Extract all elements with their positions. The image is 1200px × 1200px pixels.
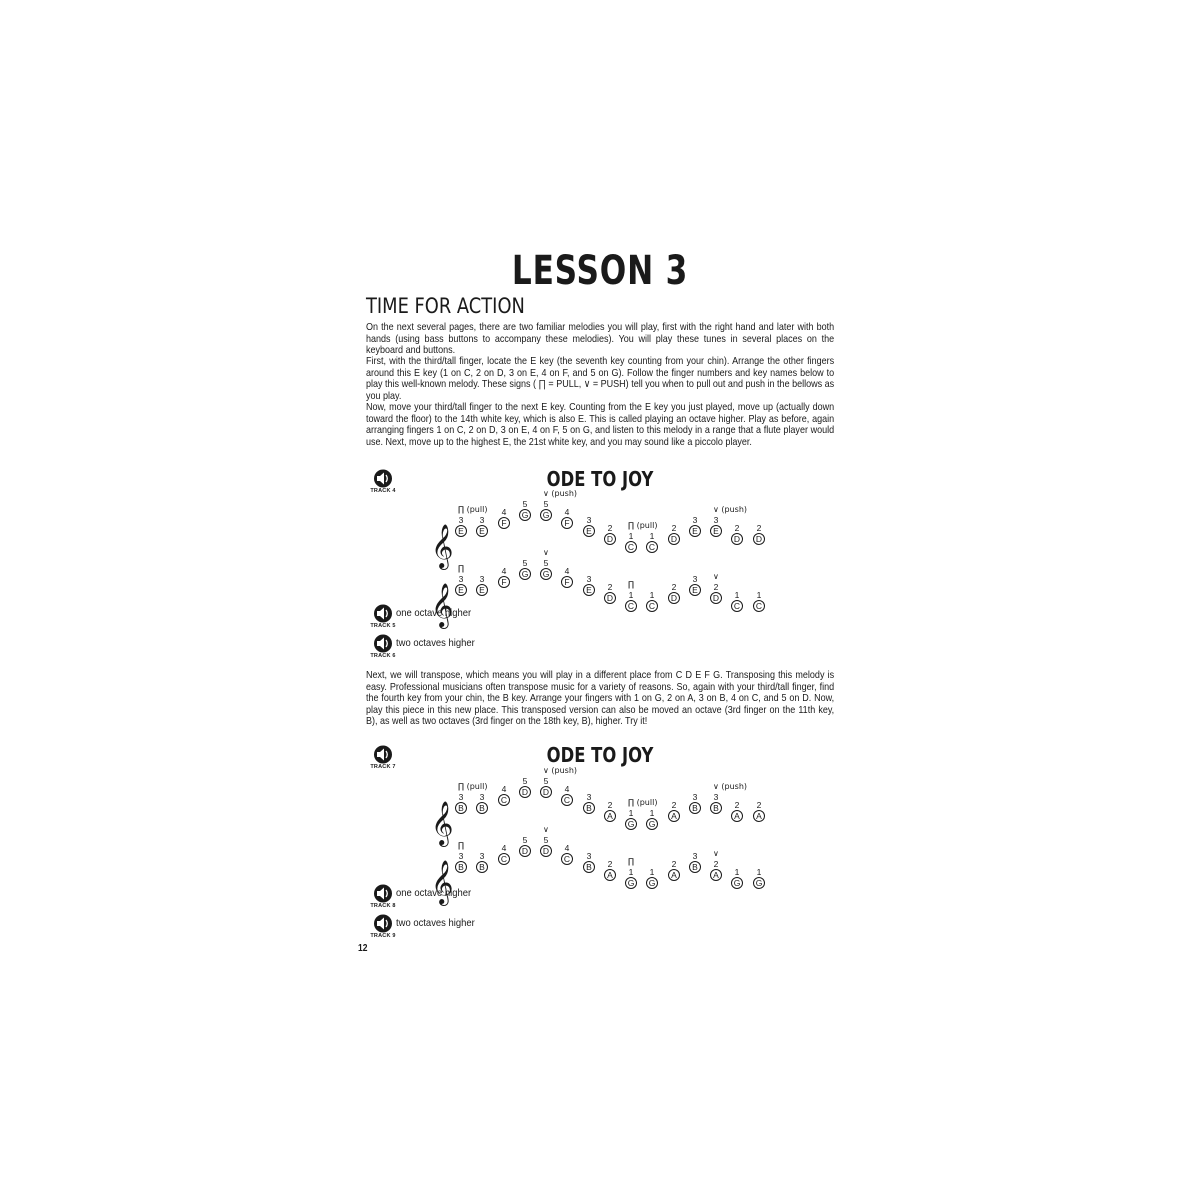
- finger-number: 3: [586, 792, 592, 802]
- finger-number: 4: [501, 566, 507, 576]
- finger-number: 2: [756, 800, 762, 810]
- note-letter: C: [627, 601, 635, 611]
- finger-number: 5: [522, 835, 528, 845]
- track-caption: two octaves higher: [396, 637, 475, 649]
- note-letter: D: [733, 534, 741, 544]
- track-label: TRACK 5: [370, 623, 396, 629]
- note-letter: G: [648, 819, 656, 829]
- finger-number: 1: [649, 808, 655, 818]
- pull-mark: ∏ (pull): [458, 782, 488, 791]
- finger-number: 2: [734, 800, 740, 810]
- note-letter: F: [564, 577, 570, 587]
- finger-number: 3: [479, 792, 485, 802]
- note-letter: G: [542, 569, 550, 579]
- finger-number: 3: [692, 851, 698, 861]
- note-letter: G: [627, 878, 635, 888]
- page-number: 12: [358, 943, 368, 954]
- finger-number: 3: [458, 574, 464, 584]
- finger-number: 1: [734, 867, 740, 877]
- note-letter: A: [607, 870, 613, 880]
- note-letter: E: [479, 585, 485, 595]
- finger-number: 3: [692, 792, 698, 802]
- push-mark: ∨: [713, 849, 719, 858]
- finger-number: 2: [607, 859, 613, 869]
- track-caption: one octave higher: [396, 607, 472, 619]
- note-letter: G: [521, 510, 529, 520]
- finger-number: 3: [458, 851, 464, 861]
- note-letter: G: [733, 878, 741, 888]
- push-mark: ∨ (push): [543, 489, 578, 498]
- finger-number: 1: [628, 867, 634, 877]
- note-letter: E: [458, 585, 464, 595]
- finger-number: 4: [501, 843, 507, 853]
- intro-paragraph: On the next several pages, there are two familiar melodies you will play, first with the right hand and later with both hands (using bass buttons to accompany these melodies). You will play these tunes in several places on the keyboard and buttons.: [366, 322, 835, 356]
- note-letter: C: [755, 601, 763, 611]
- finger-number: 3: [479, 851, 485, 861]
- finger-number: 5: [543, 499, 549, 509]
- finger-number: 3: [692, 515, 698, 525]
- finger-number: 1: [734, 590, 740, 600]
- finger-number: 1: [756, 590, 762, 600]
- push-mark: ∨ (push): [543, 766, 578, 775]
- note-letter: D: [670, 593, 678, 603]
- note-letter: F: [564, 518, 570, 528]
- finger-number: 2: [671, 859, 677, 869]
- push-mark: ∨: [713, 572, 719, 581]
- note-letter: F: [501, 577, 507, 587]
- finger-number: 1: [628, 808, 634, 818]
- note-letter: E: [586, 526, 592, 536]
- note-letter: D: [670, 534, 678, 544]
- finger-number: 3: [479, 574, 485, 584]
- song-title: ODE TO JOY: [546, 467, 654, 491]
- finger-number: 1: [649, 590, 655, 600]
- finger-number: 3: [479, 515, 485, 525]
- note-letter: D: [606, 593, 614, 603]
- note-letter: D: [521, 846, 529, 856]
- finger-number: 5: [543, 776, 549, 786]
- octave-paragraph: Now, move your third/tall finger to the next E key. Counting from the E key you just played, move up (actually down toward the floor) to the 14th white key, which is also E. This is called playing an octave higher. Play as before, again arranging fingers 1 on C, 2 on D, 3 on E, 4 on F, 5 on G, and listen to this melody in a range that a flute player would use. Next, move up to the highest E, the 21st white key, and you may sound like a piccolo player.: [366, 402, 835, 448]
- treble-clef-icon: 𝄞: [431, 860, 454, 904]
- note-letter: D: [755, 534, 763, 544]
- note-letter: E: [692, 585, 698, 595]
- finger-number: 4: [564, 784, 570, 794]
- transpose-paragraph: Next, we will transpose, which means you will play in a different place from C D E F G. Transposing this melody is easy. Professional musicians often transpose music for a variety of reasons. So, again with your third/tall finger, find the fourth key from your chin, the B key. Arrange your fingers with 1 on G, 2 on A, 3 on B, 4 on C, and 5 on D. Now, play this piece in this new place. This transposed version can also be moved an octave (3rd finger on the 11th key, B), as well as two octaves (3rd finger on the 18th key, B), higher. Try it!: [366, 670, 835, 727]
- track-label: TRACK 6: [370, 653, 396, 659]
- finger-number: 2: [734, 523, 740, 533]
- finger-number: 5: [522, 558, 528, 568]
- finger-number: 4: [501, 784, 507, 794]
- finger-number: 1: [649, 867, 655, 877]
- note-letter: G: [755, 878, 763, 888]
- note-letter: B: [713, 803, 719, 813]
- note-letter: G: [627, 819, 635, 829]
- finger-number: 5: [543, 558, 549, 568]
- note-letter: D: [606, 534, 614, 544]
- finger-number: 1: [649, 531, 655, 541]
- finger-number: 3: [586, 515, 592, 525]
- pull-mark: ∏: [458, 841, 465, 850]
- note-letter: C: [563, 854, 571, 864]
- finger-number: 5: [522, 776, 528, 786]
- note-letter: D: [542, 846, 550, 856]
- finger-number: 5: [522, 499, 528, 509]
- finger-number: 3: [586, 574, 592, 584]
- finger-number: 3: [458, 792, 464, 802]
- section-title: TIME FOR ACTION: [366, 294, 525, 318]
- push-mark: ∨: [543, 548, 549, 557]
- note-letter: G: [542, 510, 550, 520]
- note-letter: B: [586, 803, 592, 813]
- note-letter: G: [521, 569, 529, 579]
- note-letter: C: [500, 854, 508, 864]
- treble-clef-icon: 𝄞: [431, 583, 454, 627]
- finger-number: 4: [564, 843, 570, 853]
- lesson-title: LESSON 3: [511, 248, 689, 294]
- finger-number: 2: [671, 800, 677, 810]
- note-letter: E: [713, 526, 719, 536]
- note-letter: C: [563, 795, 571, 805]
- note-letter: B: [692, 862, 698, 872]
- note-letter: G: [648, 878, 656, 888]
- finger-number: 1: [756, 867, 762, 877]
- finger-number: 1: [628, 531, 634, 541]
- finger-number: 2: [671, 582, 677, 592]
- pull-mark: ∏: [458, 564, 465, 573]
- pull-mark: ∏ (pull): [628, 521, 658, 530]
- finger-number: 2: [671, 523, 677, 533]
- note-letter: B: [458, 862, 464, 872]
- track-caption: one octave higher: [396, 887, 472, 899]
- pull-mark: ∏: [628, 857, 635, 866]
- finger-number: 2: [607, 582, 613, 592]
- pull-mark: ∏ (pull): [628, 798, 658, 807]
- note-letter: B: [479, 803, 485, 813]
- finger-number: 3: [713, 792, 719, 802]
- note-letter: F: [501, 518, 507, 528]
- note-letter: E: [692, 526, 698, 536]
- note-letter: A: [607, 811, 613, 821]
- finger-number: 2: [607, 523, 613, 533]
- note-letter: D: [712, 593, 720, 603]
- track-label: TRACK 4: [370, 488, 396, 494]
- note-letter: D: [521, 787, 529, 797]
- track-label: TRACK 7: [370, 764, 396, 770]
- finger-number: 3: [692, 574, 698, 584]
- finger-number: 3: [458, 515, 464, 525]
- note-letter: A: [734, 811, 740, 821]
- push-mark: ∨ (push): [713, 782, 748, 791]
- note-letter: B: [692, 803, 698, 813]
- note-letter: A: [671, 870, 677, 880]
- finger-number: 3: [713, 515, 719, 525]
- finger-number: 3: [586, 851, 592, 861]
- note-letter: C: [648, 542, 656, 552]
- finger-number: 4: [564, 507, 570, 517]
- note-letter: E: [458, 526, 464, 536]
- finger-number: 1: [628, 590, 634, 600]
- track-label: TRACK 8: [370, 903, 396, 909]
- note-letter: E: [586, 585, 592, 595]
- note-letter: C: [500, 795, 508, 805]
- finger-number: 4: [564, 566, 570, 576]
- note-letter: B: [479, 862, 485, 872]
- push-mark: ∨ (push): [713, 505, 748, 514]
- note-letter: D: [542, 787, 550, 797]
- instructions-paragraph: First, with the third/tall finger, locate the E key (the seventh key counting from your chin). Arrange the other fingers around this E key (1 on C, 2 on D, 3 on E, 4 on F, and 5 on G). Follow the finger numbers and key names below to play this well-known melody. These signs ( ∏ = PULL, ∨ = PUSH) tell you when to pull out and push in the bellows as you play.: [366, 356, 835, 402]
- note-letter: C: [627, 542, 635, 552]
- track-caption: two octaves higher: [396, 917, 475, 929]
- finger-number: 5: [543, 835, 549, 845]
- song-title: ODE TO JOY: [546, 743, 654, 767]
- note-letter: E: [479, 526, 485, 536]
- finger-number: 2: [713, 582, 719, 592]
- note-letter: B: [458, 803, 464, 813]
- note-letter: C: [733, 601, 741, 611]
- treble-clef-icon: 𝄞: [431, 801, 454, 845]
- track-label: TRACK 9: [370, 933, 396, 939]
- finger-number: 2: [607, 800, 613, 810]
- pull-mark: ∏ (pull): [458, 505, 488, 514]
- note-letter: B: [586, 862, 592, 872]
- note-letter: C: [648, 601, 656, 611]
- finger-number: 4: [501, 507, 507, 517]
- pull-mark: ∏: [628, 580, 635, 589]
- treble-clef-icon: 𝄞: [431, 524, 454, 568]
- finger-number: 2: [756, 523, 762, 533]
- push-mark: ∨: [543, 825, 549, 834]
- finger-number: 2: [713, 859, 719, 869]
- note-letter: A: [756, 811, 762, 821]
- note-letter: A: [713, 870, 719, 880]
- note-letter: A: [671, 811, 677, 821]
